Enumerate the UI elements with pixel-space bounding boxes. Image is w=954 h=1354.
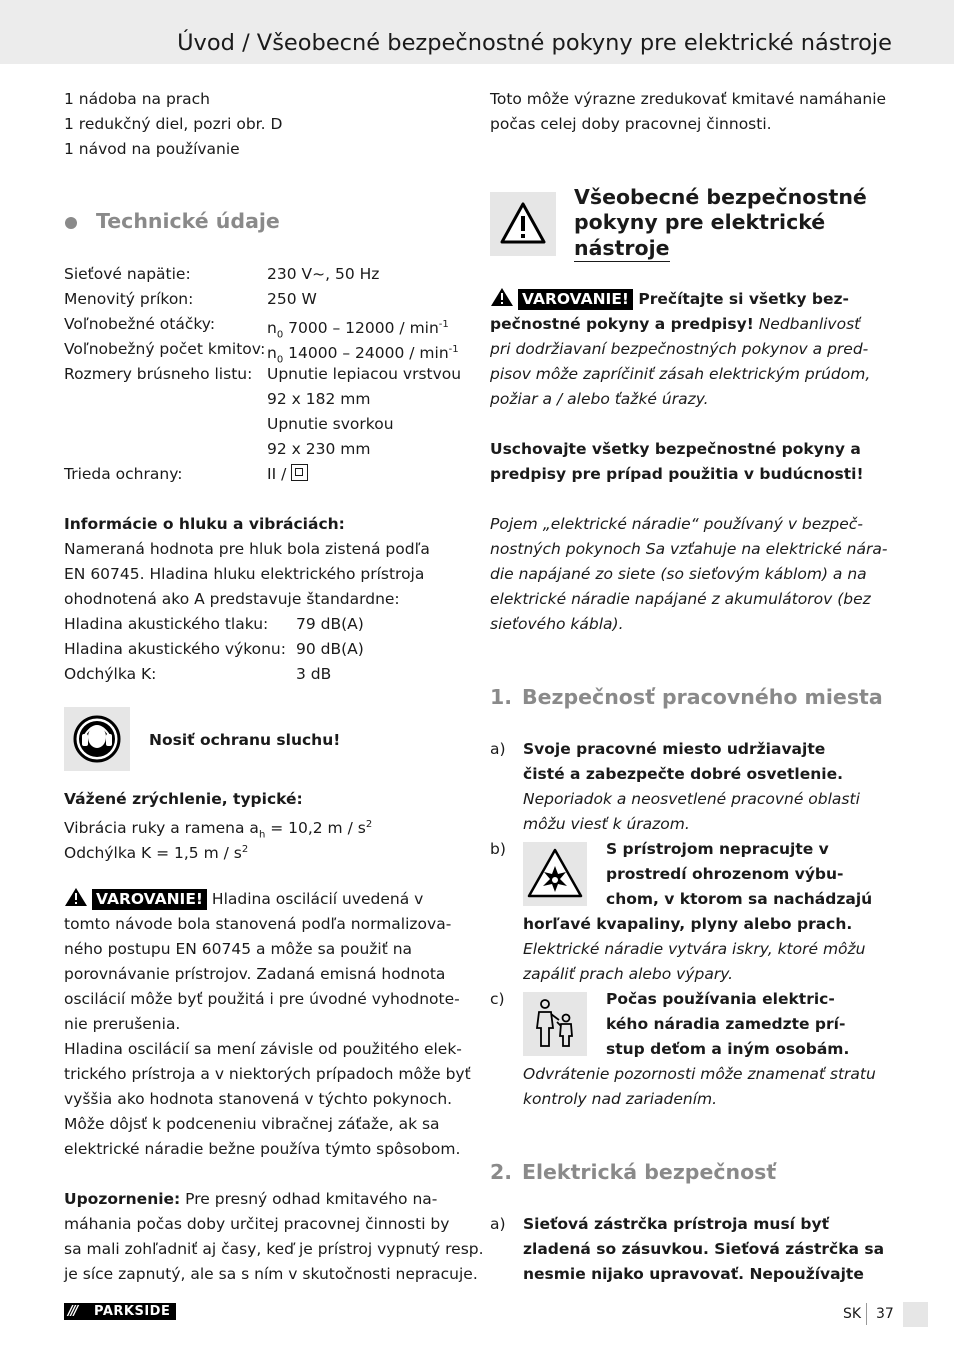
body-line: porovnávanie prístrojov. Zadaná emisná hodnota xyxy=(64,965,446,983)
footer-divider xyxy=(866,1303,867,1325)
item-bold-line: stup deťom a iným osobám. xyxy=(606,1040,850,1058)
item-bold-line: chom, v ktorom sa nachádzajú xyxy=(606,890,873,908)
body-line: Hladina oscilácií sa mení závisle od použitého elek- xyxy=(64,1040,462,1058)
section-bullet xyxy=(65,217,77,229)
page-number: 37 xyxy=(876,1306,894,1322)
body-line: pri dodržiavaní bezpečnostných pokynov a pred- xyxy=(490,340,869,358)
body-line: vyššia ako hodnota stanovená v týchto pokynoch. xyxy=(64,1090,453,1108)
item-bold-line: Počas používania elektric- xyxy=(606,990,835,1008)
note-first-line: Upozornenie: Pre presný odhad kmitavého na- xyxy=(64,1190,438,1208)
keep-instructions-line: predpisy pre prípad použitia v budúcnosti! xyxy=(490,465,864,483)
noise-label: Hladina akustického výkonu: xyxy=(64,640,286,658)
spec-label: Menovitý príkon: xyxy=(64,290,194,308)
body-line: elektrické náradie bežne používa týmto spôsobom. xyxy=(64,1140,461,1158)
item-bold-line: zladená so zásuvkou. Sieťová zástrčka sa xyxy=(523,1240,885,1258)
body-line: elektrické náradie napájané z akumulátorov (bez xyxy=(490,590,871,608)
item-italic-line: môžu viesť k úrazom. xyxy=(523,815,690,833)
item-bold-line: kého náradia zamedzte prí- xyxy=(606,1015,846,1033)
item-letter: a) xyxy=(490,740,506,758)
spec-label: Rozmery brúsneho listu: xyxy=(64,365,253,383)
body-line: trického prístroja a v niektorých prípadoch môže byť xyxy=(64,1065,471,1083)
warning-triangle-icon xyxy=(64,887,88,915)
warning-triangle-icon xyxy=(490,192,556,256)
item-italic-line: zapáliť prach alebo výpary. xyxy=(523,965,734,983)
safety-heading-line: Všeobecné bezpečnostné xyxy=(574,185,867,209)
item-bold-line: Sieťová zástrčka prístroja musí byť xyxy=(523,1215,829,1233)
body-line: oscilácií môže byť použitá i pre úvodné vyhodnote- xyxy=(64,990,460,1008)
body-line: Pojem „elektrické náradie“ používaný v bezpeč- xyxy=(490,515,863,533)
item-bold-line: Svoje pracovné miesto udržiavajte xyxy=(523,740,826,758)
page-header xyxy=(0,0,954,64)
protection-class-icon xyxy=(291,464,308,481)
ear-protection-icon xyxy=(64,707,130,771)
body-line: máhania počas doby určitej pracovnej činnosti by xyxy=(64,1215,450,1233)
section-number: 2. xyxy=(490,1160,513,1184)
body-line: nie prerušenia. xyxy=(64,1015,181,1033)
item-bold-line: prostredí ohrozenom výbu- xyxy=(606,865,844,883)
section-title: Elektrická bezpečnosť xyxy=(522,1160,777,1184)
body-line: nostných pokynoch Sa vzťahuje na elektrické nára- xyxy=(490,540,888,558)
noise-value: 90 dB(A) xyxy=(296,640,364,658)
body-line: sieťového kábla). xyxy=(490,615,624,633)
spec-value: 230 V~, 50 Hz xyxy=(267,265,380,283)
noise-heading: Informácie o hluku a vibráciách: xyxy=(64,515,345,533)
scope-item: 1 návod na používanie xyxy=(64,140,240,158)
body-line: počas celej doby pracovnej činnosti. xyxy=(490,115,772,133)
explosion-icon xyxy=(523,842,587,906)
body-line: Môže dôjsť k podceneniu vibračnej záťaže, ak sa xyxy=(64,1115,440,1133)
body-line: požiar a / alebo ťažké úrazy. xyxy=(490,390,709,408)
spec-label: Voľnobežné otáčky: xyxy=(64,315,216,333)
item-italic-line: Odvrátenie pozornosti môže znamenať stratu xyxy=(523,1065,876,1083)
item-letter: a) xyxy=(490,1215,506,1233)
section-title: Bezpečnosť pracovného miesta xyxy=(522,685,883,709)
brand-logo: /// PARKSIDE xyxy=(64,1303,176,1320)
item-bold-line: nesmie nijako upravovať. Nepoužívajte xyxy=(523,1265,864,1283)
page-title: Úvod / Všeobecné bezpečnostné pokyny pre elektrické nástroje xyxy=(177,30,892,56)
body-line: tomto návode bola stanovená podľa normalizova- xyxy=(64,915,452,933)
item-italic-line: Neporiadok a neosvetlené pracovné oblasti xyxy=(523,790,860,808)
item-bold-line: S prístrojom nepracujte v xyxy=(606,840,829,858)
accel-line: Odchýlka K = 1,5 m / $s^2$ xyxy=(64,844,249,863)
section-number: 1. xyxy=(490,685,513,709)
noise-value: 79 dB(A) xyxy=(296,615,364,633)
scope-item: 1 redukčný diel, pozri obr. D xyxy=(64,115,283,133)
body-line: je síce zapnutý, ale sa s ním v skutočnosti nepracuje. xyxy=(64,1265,478,1283)
page-tab xyxy=(903,1302,928,1327)
item-italic-line: kontroly nad zariadením. xyxy=(523,1090,718,1108)
noise-value: 3 dB xyxy=(296,665,332,683)
item-letter: b) xyxy=(490,840,506,858)
keep-children-away-icon xyxy=(523,992,587,1056)
language-code: SK xyxy=(843,1306,862,1322)
safety-heading-line: nástroje xyxy=(574,236,670,260)
spec-value: 250 W xyxy=(267,290,317,308)
warning-line: pečnostné pokyny a predpisy! Nedbanlivosť xyxy=(490,315,861,333)
warning-badge: VAROVANIE! xyxy=(518,289,633,310)
spec-value: Upnutie lepiacou vrstvou xyxy=(267,365,462,383)
item-bold-line: horľavé kvapaliny, plyny alebo prach. xyxy=(523,915,853,933)
scope-item: 1 nádoba na prach xyxy=(64,90,211,108)
spec-value: 92 x 230 mm xyxy=(267,440,371,458)
spec-value: 92 x 182 mm xyxy=(267,390,371,408)
item-bold-line: čisté a zabezpečte dobré osvetlenie. xyxy=(523,765,843,783)
spec-label: Voľnobežný počet kmitov: xyxy=(64,340,266,358)
spec-value: $n_0$ $7000 - 12000 / \min^{-1}$ xyxy=(267,319,449,341)
body-line: Nameraná hodnota pre hluk bola zistená podľa xyxy=(64,540,430,558)
item-letter: c) xyxy=(490,990,505,1008)
ear-protection-text: Nosiť ochranu sluchu! xyxy=(149,731,341,749)
spec-label: Trieda ochrany: xyxy=(64,465,183,483)
safety-heading-line: pokyny pre elektrické xyxy=(574,210,826,234)
item-italic-line: Elektrické náradie vytvára iskry, ktoré môžu xyxy=(523,940,866,958)
spec-label: Sieťové napätie: xyxy=(64,265,191,283)
warning-first-line: VAROVANIE! Hladina oscilácií uvedená v xyxy=(64,887,423,915)
body-line: EN 60745. Hladina hluku elektrického prístroja xyxy=(64,565,425,583)
keep-instructions-line: Uschovajte všetky bezpečnostné pokyny a xyxy=(490,440,861,458)
spec-value: Upnutie svorkou xyxy=(267,415,394,433)
warning-triangle-icon xyxy=(490,287,514,315)
accel-heading: Vážené zrýchlenie, typické: xyxy=(64,790,303,808)
accel-line: Vibrácia ruky a ramena $a_h = 10,2$ m / $s^2$ xyxy=(64,819,373,841)
body-line: pisov môže zapríčiniť zásah elektrickým prúdom, xyxy=(490,365,871,383)
body-line: Toto môže výrazne zredukovať kmitavé namáhanie xyxy=(490,90,887,108)
warning-badge: VAROVANIE! xyxy=(92,889,207,910)
body-line: sa mali zohľadniť aj časy, keď je prístroj vypnutý resp. xyxy=(64,1240,484,1258)
body-line: ohodnotená ako A predstavuje štandardne: xyxy=(64,590,400,608)
noise-label: Hladina akustického tlaku: xyxy=(64,615,269,633)
spec-value: $n_0$ $14000 - 24000 / \min^{-1}$ xyxy=(267,344,459,366)
body-line: ného postupu EN 60745 a môže sa použiť na xyxy=(64,940,413,958)
warning-first-line: VAROVANIE! Prečítajte si všetky bez- xyxy=(490,287,849,315)
body-line: die napájané zo siete (so sieťovým káblom) a na xyxy=(490,565,867,583)
noise-label: Odchýlka K: xyxy=(64,665,157,683)
tech-data-heading: Technické údaje xyxy=(96,209,280,233)
spec-value: II / xyxy=(267,462,308,487)
